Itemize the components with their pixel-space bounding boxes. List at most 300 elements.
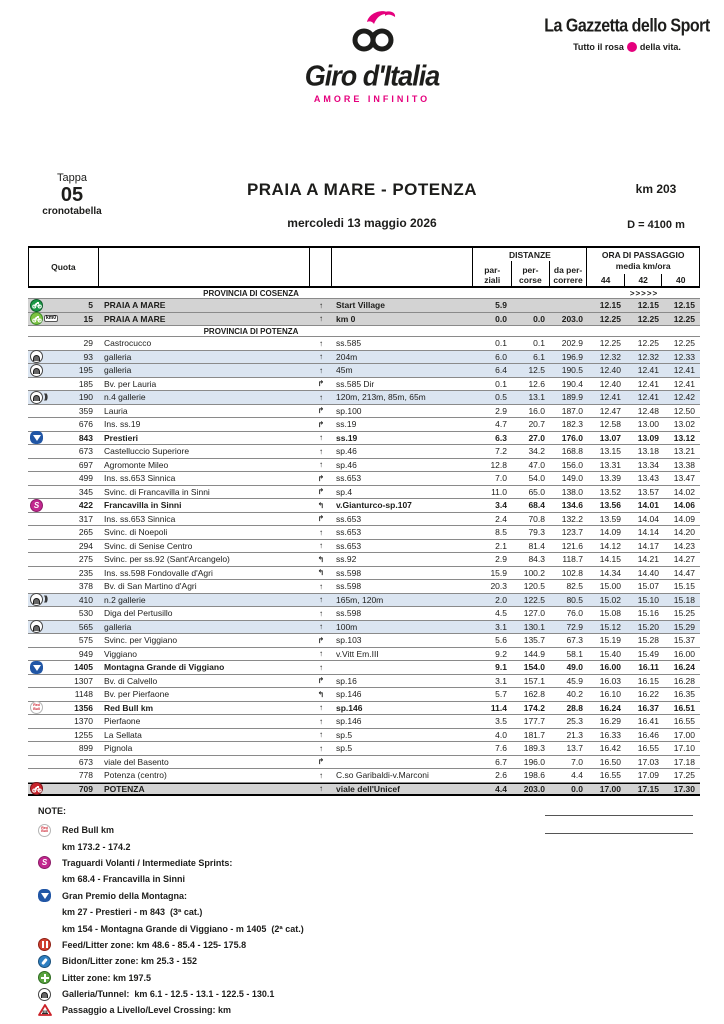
dapercorrere-cell: 82.5 — [566, 581, 583, 592]
location-name-cell: Svinc. di Noepoli — [104, 527, 168, 538]
icon-cell — [28, 299, 62, 312]
time-44-cell: 12.41 — [599, 392, 621, 403]
time-40-cell: 15.15 — [673, 581, 695, 592]
table-row — [28, 499, 700, 513]
parziali-cell: 5.7 — [495, 689, 507, 700]
percorse-cell: 144.9 — [523, 648, 545, 659]
dapercorrere-cell: 25.3 — [566, 716, 583, 727]
road-cell: sp.146 — [336, 716, 362, 727]
parziali-cell: 7.0 — [495, 473, 507, 484]
time-44-cell: 16.29 — [599, 716, 621, 727]
time-40-cell: 17.00 — [673, 729, 695, 740]
dapercorrere-cell: 40.2 — [566, 689, 583, 700]
notes-body — [38, 822, 598, 1019]
road-cell: ss.653 — [336, 473, 362, 484]
table-row — [28, 729, 700, 743]
tunnel-icon — [30, 620, 43, 633]
quota-cell: 1356 — [74, 702, 93, 713]
location-name-cell: galleria — [104, 365, 132, 376]
time-44-cell: 16.42 — [599, 743, 621, 754]
percorse-cell: 135.7 — [523, 635, 545, 646]
percorse-cell: 174.2 — [523, 702, 545, 713]
header-speed-42: 42 — [624, 274, 662, 286]
parziali-cell: 0.1 — [495, 338, 507, 349]
time-42-cell: 13.00 — [637, 419, 659, 430]
time-42-cell: 14.14 — [637, 527, 659, 538]
dapercorrere-cell: 72.9 — [566, 621, 583, 632]
time-44-cell: 15.12 — [599, 621, 621, 632]
quota-cell: 195 — [78, 365, 93, 376]
percorse-cell: 68.4 — [528, 500, 545, 511]
parziali-cell: 2.4 — [495, 513, 507, 524]
note-icon-slot — [38, 971, 62, 984]
time-42-cell: 17.15 — [637, 783, 659, 794]
turn-arrow-cell: ↑ — [319, 608, 323, 618]
province-label: PROVINCIA DI POTENZA — [203, 326, 299, 336]
location-name-cell: Bv. per Lauria — [104, 378, 157, 389]
parziali-cell: 12.8 — [490, 459, 507, 470]
icon-cell — [28, 364, 62, 377]
parziali-cell: 3.5 — [495, 716, 507, 727]
table-row — [28, 715, 700, 729]
timetable — [28, 246, 700, 796]
parziali-cell: 6.3 — [495, 432, 507, 443]
parziali-cell: 4.4 — [495, 783, 507, 794]
tunnel-icon — [30, 350, 43, 363]
turn-arrow-cell: ↑ — [319, 541, 323, 551]
turn-arrow-cell: ↱ — [317, 406, 325, 416]
start-village-icon — [30, 299, 43, 312]
header-distanze-group — [473, 248, 587, 286]
location-name-cell: galleria — [104, 621, 132, 632]
time-44-cell: 13.59 — [599, 513, 621, 524]
time-42-cell: 13.57 — [637, 486, 659, 497]
table-row — [28, 567, 700, 581]
time-44-cell: 12.40 — [599, 365, 621, 376]
icon-cell — [28, 350, 62, 363]
feed-icon — [38, 938, 51, 951]
percorse-cell: 127.0 — [523, 608, 545, 619]
table-row — [28, 702, 700, 716]
gazzetta-tagline — [542, 42, 712, 52]
note-icon-slot — [38, 824, 62, 837]
time-42-cell: 13.43 — [637, 473, 659, 484]
note-text: Litter zone: km 197.5 — [62, 972, 152, 983]
road-cell: ss.92 — [336, 554, 357, 565]
parziali-cell: 9.1 — [495, 662, 507, 673]
parziali-cell: 9.2 — [495, 648, 507, 659]
road-cell: C.so Garibaldi-v.Marconi — [336, 770, 429, 781]
parziali-cell: 8.5 — [495, 527, 507, 538]
percorse-cell: 34.2 — [528, 446, 545, 457]
quota-cell: 1405 — [74, 662, 93, 673]
time-40-cell: 14.47 — [673, 567, 695, 578]
giro-logo-subtitle: AMORE INFINITO — [313, 94, 431, 104]
quota-cell: 5 — [88, 300, 93, 311]
percorse-cell: 13.1 — [528, 392, 545, 403]
icon-cell — [28, 782, 62, 795]
stage-elevation: D = 4100 m — [627, 219, 685, 231]
table-row — [28, 513, 700, 527]
quota-cell: 673 — [78, 446, 93, 457]
time-42-cell: 16.15 — [637, 675, 659, 686]
table-row — [28, 337, 700, 351]
parziali-cell: 2.0 — [495, 594, 507, 605]
quota-cell: 499 — [78, 473, 93, 484]
table-row — [28, 688, 700, 702]
quota-cell: 1370 — [74, 716, 93, 727]
table-row — [28, 351, 700, 365]
time-42-cell: 14.01 — [637, 500, 659, 511]
tunnel-icon — [38, 988, 51, 1001]
icon-cell — [28, 499, 62, 512]
note-line — [38, 986, 598, 1002]
time-44-cell: 15.02 — [599, 594, 621, 605]
time-40-cell: 13.21 — [673, 446, 695, 457]
percorse-cell: 16.0 — [528, 405, 545, 416]
dapercorrere-cell: 7.0 — [571, 756, 583, 767]
time-42-cell: 16.41 — [637, 716, 659, 727]
location-name-cell: n.2 gallerie — [104, 594, 146, 605]
quota-cell: 709 — [78, 783, 93, 794]
percorse-cell: 122.5 — [523, 594, 545, 605]
notes-title: NOTE: — [38, 806, 66, 816]
turn-arrow-cell: ↱ — [317, 757, 325, 767]
time-44-cell: 12.47 — [599, 405, 621, 416]
icon-cell — [28, 431, 62, 444]
time-40-cell: 16.35 — [673, 689, 695, 700]
note-text: km 173.2 - 174.2 — [62, 841, 131, 852]
time-40-cell: 16.51 — [673, 702, 695, 713]
parziali-cell: 0.0 — [495, 313, 507, 324]
time-42-cell: 16.55 — [637, 743, 659, 754]
dapercorrere-cell: 13.7 — [566, 743, 583, 754]
percorse-cell: 79.3 — [528, 527, 545, 538]
parziali-cell: 0.1 — [495, 378, 507, 389]
parziali-cell: 3.4 — [495, 500, 507, 511]
note-text: km 27 - Prestieri - m 843 (3ª cat.) — [62, 907, 203, 918]
road-cell: sp.146 — [336, 689, 362, 700]
location-name-cell: Ins. ss.19 — [104, 419, 141, 430]
road-cell: v.Vitt Em.III — [336, 648, 379, 659]
time-44-cell: 13.39 — [599, 473, 621, 484]
percorse-cell: 189.3 — [523, 743, 545, 754]
quota-cell: 294 — [78, 540, 93, 551]
timetable-body — [28, 288, 700, 796]
time-44-cell: 13.15 — [599, 446, 621, 457]
note-text: Feed/Litter zone: km 48.6 - 85.4 - 125- 175.8 — [62, 939, 247, 950]
road-cell: Start Village — [336, 300, 385, 311]
dapercorrere-cell: 203.0 — [561, 313, 583, 324]
location-name-cell: Bv. per Pierfaone — [104, 689, 170, 700]
turn-arrow-cell: ↑ — [319, 460, 323, 470]
time-42-cell: 12.25 — [637, 338, 659, 349]
header-distanze: DISTANZE — [508, 250, 551, 260]
turn-arrow-cell: ↑ — [319, 365, 323, 375]
location-name-cell: viale del Basento — [104, 756, 169, 767]
quota-cell: 899 — [78, 743, 93, 754]
percorse-cell: 6.1 — [533, 351, 545, 362]
percorse-cell: 27.0 — [528, 432, 545, 443]
time-44-cell: 15.08 — [599, 608, 621, 619]
time-44-cell: 16.00 — [599, 662, 621, 673]
table-row — [28, 540, 700, 554]
road-cell: sp.16 — [336, 675, 357, 686]
road-cell: ss.653 — [336, 513, 362, 524]
quota-cell: 15 — [83, 313, 93, 324]
time-40-cell: 12.25 — [673, 338, 695, 349]
turn-arrow-cell: ↑ — [319, 338, 323, 348]
sprint-icon: S — [30, 499, 43, 512]
location-name-cell: Ins. ss.653 Sinnica — [104, 513, 176, 524]
percorse-cell: 181.7 — [523, 729, 545, 740]
quota-cell: 345 — [78, 486, 93, 497]
stage-distance: km 203 — [635, 182, 677, 196]
table-row — [28, 621, 700, 635]
quota-cell: 378 — [78, 581, 93, 592]
percorse-cell: 65.0 — [528, 486, 545, 497]
stage-date: mercoledi 13 maggio 2026 — [287, 216, 437, 230]
dapercorrere-cell: 132.2 — [561, 513, 583, 524]
parziali-cell: 3.1 — [495, 675, 507, 686]
road-cell: 100m — [336, 621, 358, 632]
road-cell: sp.146 — [336, 702, 363, 713]
time-42-cell: 17.03 — [637, 756, 659, 767]
note-line — [38, 920, 598, 936]
time-44-cell: 13.31 — [599, 459, 621, 470]
percorse-cell: 203.0 — [523, 783, 545, 794]
turn-arrow-cell: ↑ — [319, 784, 323, 794]
time-40-cell: 17.25 — [673, 770, 695, 781]
dapercorrere-cell: 118.7 — [562, 554, 583, 565]
note-icon-slot — [38, 1004, 62, 1016]
time-40-cell: 14.06 — [673, 500, 695, 511]
quota-cell: 565 — [78, 621, 93, 632]
location-name-cell: La Sellata — [104, 729, 142, 740]
quota-cell: 1307 — [74, 675, 93, 686]
percorse-cell: 130.1 — [523, 621, 545, 632]
note-text: Traguardi Volanti / Intermediate Sprints: — [62, 857, 233, 868]
dapercorrere-cell: 67.3 — [566, 635, 583, 646]
dapercorrere-cell: 168.8 — [561, 446, 583, 457]
note-text: Red Bull km — [62, 825, 115, 836]
dapercorrere-cell: 102.8 — [561, 567, 583, 578]
location-name-cell: Pignola — [104, 743, 133, 754]
parziali-cell: 4.5 — [495, 608, 507, 619]
parziali-cell: 2.1 — [495, 540, 507, 551]
time-44-cell: 12.25 — [599, 313, 621, 324]
time-42-cell: 14.17 — [637, 540, 659, 551]
turn-arrow-cell: ↑ — [319, 352, 323, 362]
table-row — [28, 675, 700, 689]
giro-cyclist-icon — [333, 8, 411, 56]
percorse-cell: 70.8 — [528, 513, 545, 524]
time-44-cell: 16.24 — [599, 702, 621, 713]
parziali-cell: 6.7 — [495, 756, 507, 767]
quota-cell: 93 — [83, 351, 93, 362]
note-line — [38, 937, 598, 953]
note-text: Passaggio a Livello/Level Crossing: km — [62, 1005, 232, 1016]
location-name-cell: Svinc. per Viggiano — [104, 635, 178, 646]
time-40-cell: 13.02 — [673, 419, 695, 430]
time-42-cell: 12.48 — [637, 405, 659, 416]
quota-cell: 843 — [78, 432, 93, 443]
turn-arrow-cell: ↱ — [317, 676, 325, 686]
time-44-cell: 12.32 — [599, 351, 621, 362]
time-40-cell: 14.02 — [673, 486, 695, 497]
gazzetta-tagline-left: Tutto il rosa — [573, 42, 624, 52]
finish-icon — [30, 782, 43, 795]
parziali-cell: 7.6 — [495, 743, 507, 754]
note-text: Bidon/Litter zone: km 25.3 - 152 — [62, 956, 198, 967]
quota-cell: 235 — [78, 567, 93, 578]
road-cell: 45m — [336, 365, 353, 376]
time-42-cell: 12.41 — [637, 365, 659, 376]
location-name-cell: Ins. ss.598 Fondovalle d'Agri — [104, 567, 213, 578]
notes-section — [38, 806, 598, 1019]
turn-arrow-cell: ↑ — [319, 527, 323, 537]
turn-arrow-cell: ↰ — [317, 689, 325, 699]
sprint-icon: S — [38, 856, 51, 869]
parziali-cell: 15.9 — [490, 567, 507, 578]
percorse-cell: 0.1 — [533, 338, 545, 349]
note-text: km 68.4 - Francavilla in Sinni — [62, 874, 186, 885]
time-42-cell: 15.07 — [637, 581, 659, 592]
table-row — [28, 299, 700, 313]
parziali-cell: 6.0 — [495, 351, 507, 362]
location-name-cell: Ins. ss.653 Sinnica — [104, 473, 176, 484]
road-cell: ss.585 Dir — [336, 378, 375, 389]
table-row — [28, 364, 700, 378]
time-40-cell: 14.23 — [673, 540, 695, 551]
time-44-cell: 15.19 — [599, 635, 621, 646]
time-42-cell: 16.46 — [637, 729, 659, 740]
header-road-col — [332, 248, 473, 286]
time-40-cell: 12.41 — [673, 378, 695, 389]
road-cell: ss.598 — [336, 581, 362, 592]
turn-arrow-cell: ↑ — [319, 730, 323, 740]
road-cell: viale dell'Unicef — [336, 783, 400, 794]
quota-cell: 530 — [78, 608, 93, 619]
quota-cell: 410 — [78, 594, 93, 605]
location-name-cell: Svinc. di Francavilla in Sinni — [104, 486, 210, 497]
turn-arrow-cell: ↑ — [319, 622, 323, 632]
direction-arrows: >>>>> — [629, 288, 659, 298]
location-name-cell: PRAIA A MARE — [104, 300, 166, 311]
quota-cell: 422 — [78, 500, 93, 511]
turn-arrow-cell: ↑ — [319, 300, 323, 310]
header-turn-col — [310, 248, 332, 286]
location-name-cell: Bv. di San Martino d'Agri — [104, 581, 197, 592]
time-40-cell: 14.27 — [673, 554, 695, 565]
giro-logo-title: Giro d'Italia — [304, 60, 440, 92]
table-row — [28, 472, 700, 486]
time-40-cell: 15.29 — [673, 621, 695, 632]
time-40-cell: 15.18 — [673, 594, 695, 605]
time-44-cell: 12.58 — [599, 419, 621, 430]
quota-cell: 697 — [78, 459, 93, 470]
time-40-cell: 12.42 — [673, 392, 695, 403]
dapercorrere-cell: 138.0 — [561, 486, 583, 497]
percorse-cell: 177.7 — [523, 716, 545, 727]
icon-cell — [28, 620, 62, 633]
turn-arrow-cell: ↑ — [319, 743, 323, 753]
parziali-cell: 5.9 — [495, 300, 507, 311]
road-cell: ss.19 — [336, 432, 358, 443]
percorse-cell: 20.7 — [528, 419, 545, 430]
quota-cell: 359 — [78, 405, 93, 416]
note-line — [38, 970, 598, 986]
time-44-cell: 16.03 — [599, 675, 621, 686]
road-cell: v.Gianturco-sp.107 — [336, 500, 412, 511]
turn-arrow-cell: ↰ — [317, 568, 325, 578]
time-44-cell: 16.33 — [599, 729, 621, 740]
time-40-cell: 17.10 — [673, 743, 695, 754]
quota-cell: 778 — [78, 770, 93, 781]
time-44-cell: 12.25 — [599, 338, 621, 349]
percorse-cell: 12.6 — [528, 378, 545, 389]
turn-arrow-cell: ↑ — [319, 716, 323, 726]
time-42-cell: 13.18 — [637, 446, 659, 457]
road-cell: sp.46 — [336, 459, 357, 470]
km0-icon: km0 — [30, 312, 58, 325]
time-44-cell: 14.09 — [599, 527, 621, 538]
time-40-cell: 12.25 — [673, 313, 695, 324]
time-42-cell: 15.10 — [637, 594, 659, 605]
dapercorrere-cell: 182.3 — [561, 419, 583, 430]
quota-cell: 185 — [78, 378, 93, 389]
note-icon-slot — [38, 856, 62, 869]
road-cell: ss.598 — [336, 608, 362, 619]
time-42-cell: 13.34 — [637, 459, 659, 470]
blank-line — [545, 833, 693, 834]
percorse-cell: 47.0 — [528, 459, 545, 470]
percorse-cell: 120.5 — [523, 581, 545, 592]
table-row — [28, 648, 700, 662]
dapercorrere-cell: 134.6 — [561, 500, 583, 511]
time-42-cell: 12.41 — [637, 392, 659, 403]
turn-arrow-cell: ↑ — [319, 446, 323, 456]
location-name-cell: Francavilla in Sinni — [104, 500, 182, 511]
percorse-cell: 12.5 — [528, 365, 545, 376]
time-40-cell: 13.47 — [673, 473, 695, 484]
turn-arrow-cell: ↑ — [319, 392, 323, 402]
time-44-cell: 14.15 — [599, 554, 621, 565]
time-42-cell: 16.11 — [638, 662, 659, 673]
note-line — [38, 871, 598, 887]
time-44-cell: 13.56 — [599, 500, 621, 511]
header-media-kmora: media km/ora — [615, 261, 671, 271]
quota-cell: 190 — [78, 392, 93, 403]
location-name-cell: Diga del Pertusillo — [104, 608, 173, 619]
location-name-cell: Pierfaone — [104, 716, 141, 727]
parziali-cell: 3.1 — [495, 621, 507, 632]
gazzetta-pink-dot-icon — [627, 42, 637, 52]
quota-cell: 265 — [78, 527, 93, 538]
table-row — [28, 405, 700, 419]
road-cell: 120m, 213m, 85m, 65m — [336, 392, 426, 403]
stage-title: PRAIA A MARE - POTENZA — [246, 180, 478, 199]
road-cell: sp.100 — [336, 405, 362, 416]
time-44-cell: 16.50 — [599, 756, 621, 767]
percorse-cell: 54.0 — [528, 473, 545, 484]
location-name-cell: n.4 gallerie — [104, 392, 146, 403]
note-text: km 154 - Montagna Grande di Viggiano - m 1405 (2ª cat.) — [62, 923, 304, 934]
dapercorrere-cell: 176.0 — [561, 432, 583, 443]
time-44-cell: 16.55 — [599, 770, 621, 781]
table-row — [28, 553, 700, 567]
header-parziali: par- ziali — [484, 265, 501, 285]
